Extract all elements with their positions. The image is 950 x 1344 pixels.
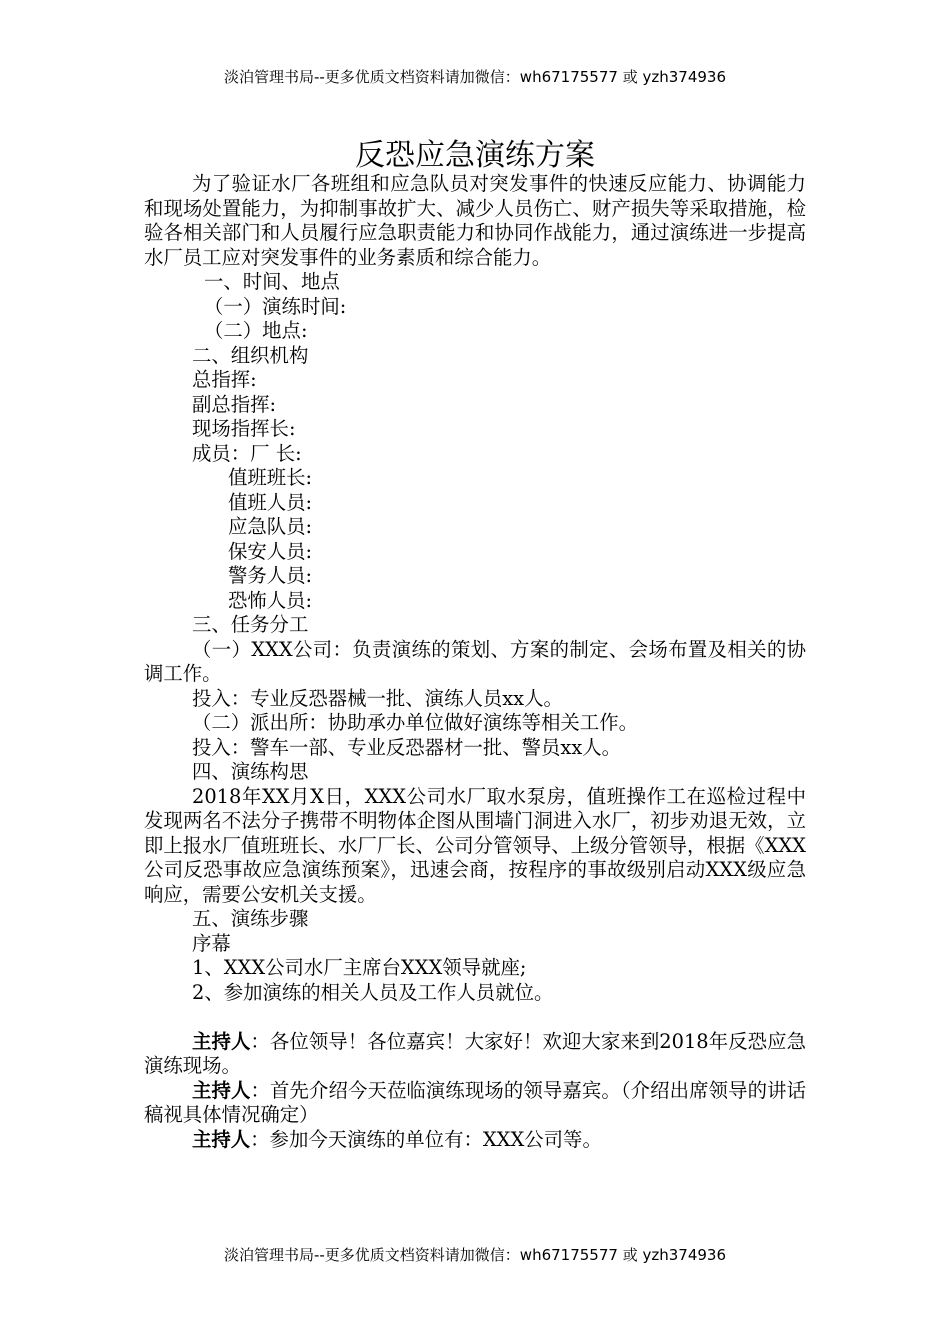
- page-header: 淡泊管理书局--更多优质文档资料请加微信：wh67175577 或 yzh374936: [223, 68, 726, 86]
- prelude-label: 序幕: [192, 931, 231, 955]
- section-5-heading: 五、演练步骤: [192, 907, 309, 930]
- deputy-commander: 副总指挥:: [192, 392, 277, 416]
- role-item: 恐怖人员:: [228, 588, 313, 612]
- document-body: [144, 172, 806, 1152]
- site-commander: 现场指挥长:: [192, 417, 296, 440]
- role-item: 保安人员:: [228, 539, 313, 563]
- section-2-heading: 二、组织机构: [192, 343, 309, 367]
- document-title: 反恐应急演练方案: [355, 138, 595, 173]
- host-line-2: [144, 1079, 806, 1128]
- section-3-heading: 三、任务分工: [192, 613, 309, 636]
- host-speech: ：各位领导！各位嘉宾！大家好！欢迎大家来到2018年反恐应急演练现场。: [144, 1029, 806, 1077]
- task-input-2: 投入：警车一部、专业反恐器材一批、警员xx人。: [192, 735, 622, 759]
- task-input-1: 投入：专业反恐器械一批、演练人员xx人。: [192, 686, 563, 710]
- section-4-heading: 四、演练构思: [192, 760, 309, 783]
- intro-paragraph: 为了验证水厂各班组和应急队员对突发事件的快速反应能力、协调能力和现场处置能力，为抑制事故扩大、减少人员伤亡、财产损失等采取措施，检验各相关部门和人员履行应急职责能力和协同作战能力，通过演练进一步提高水厂员工应对突发事件的业务素质和综合能力。: [144, 172, 806, 269]
- blank-line: [144, 1005, 806, 1030]
- page-footer: 淡泊管理书局--更多优质文档资料请加微信：wh67175577 或 yzh374936: [223, 1246, 726, 1264]
- chief-commander: 总指挥:: [192, 368, 257, 391]
- host-label: 主持人: [192, 1127, 251, 1151]
- host-line-3: [144, 1128, 806, 1153]
- role-item: 值班班长:: [228, 466, 313, 489]
- host-speech: ：参加今天演练的单位有：XXX公司等。: [250, 1127, 602, 1151]
- step-2: 2、参加演练的相关人员及工作人员就位。: [192, 980, 554, 1004]
- scenario-paragraph: 2018年XX月X日，XXX公司水厂取水泵房，值班操作工在巡检过程中发现两名不法分子携带不明物体企图从围墙门洞进入水厂，初步劝退无效，立即上报水厂值班班长、水厂厂长、公司分管领导、上级分管领导，根据《XXX公司反恐事故应急演练预案》，迅速会商，按程序的事故级别启动XXX级应急响应，需要公安机关支援。: [144, 784, 806, 906]
- step-1: 1、XXX公司水厂主席台XXX领导就座;: [192, 956, 527, 979]
- host-label: 主持人: [192, 1078, 251, 1102]
- members-label: 成员：厂 长:: [192, 441, 302, 465]
- host-line-1: [144, 1030, 806, 1079]
- host-label: 主持人: [192, 1029, 251, 1053]
- role-item: 应急队员:: [228, 515, 313, 538]
- section-1-heading: 一、时间、地点: [204, 270, 340, 293]
- role-item: 警务人员:: [228, 564, 313, 587]
- role-item: 值班人员:: [228, 490, 313, 514]
- host-speech: ：首先介绍今天莅临演练现场的领导嘉宾。（介绍出席领导的讲话稿视具体情况确定）: [144, 1078, 806, 1126]
- drill-time: （一）演练时间:: [204, 294, 347, 318]
- task-item-2: （二）派出所：协助承办单位做好演练等相关工作。: [192, 711, 638, 734]
- task-item-1: （一）XXX公司：负责演练的策划、方案的制定、会场布置及相关的协调工作。: [144, 637, 806, 685]
- drill-place: （二）地点:: [204, 319, 308, 342]
